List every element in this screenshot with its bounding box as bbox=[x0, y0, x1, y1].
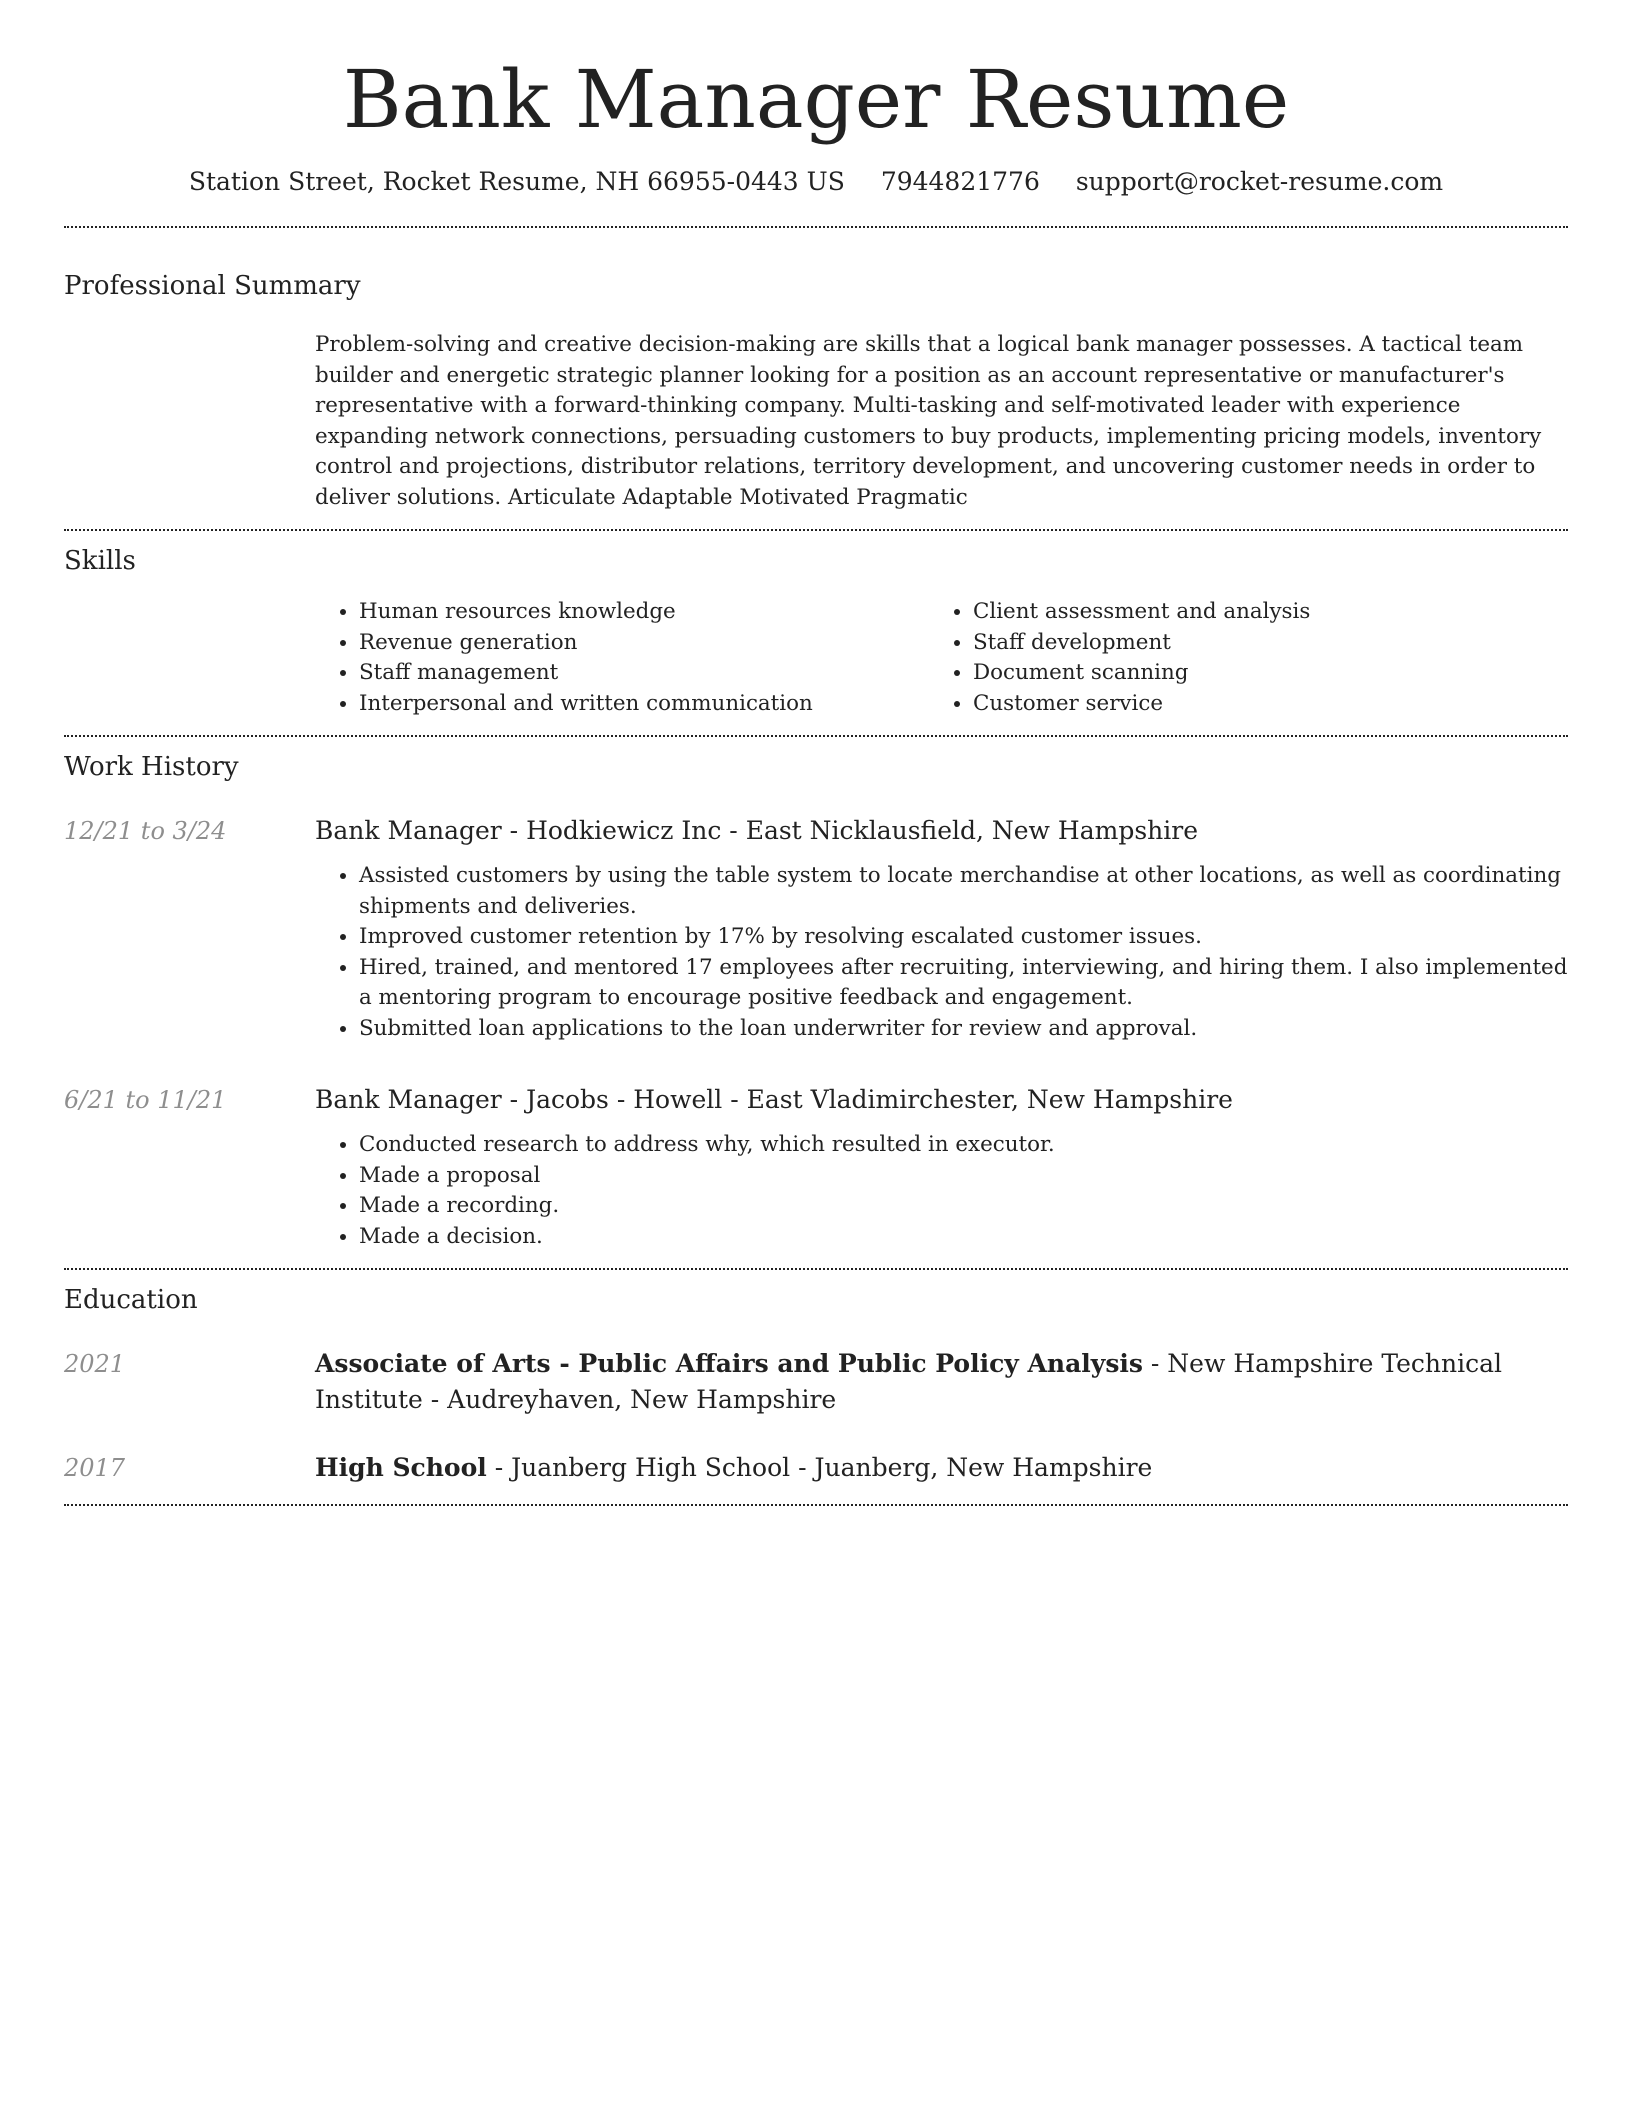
education-entry-heading bbox=[315, 1450, 1568, 1486]
skill-item: • Client assessment and analysis bbox=[973, 597, 1310, 628]
work-entry-title: Bank Manager - Jacobs - Howell - East Vladimirchester, New Hampshire bbox=[315, 1085, 1233, 1114]
skill-item: • Staff management bbox=[359, 658, 929, 689]
skills-list bbox=[315, 597, 1568, 719]
education-degree: Associate of Arts - Public Affairs and Public Policy Analysis bbox=[315, 1349, 1143, 1378]
education-entry-body bbox=[315, 1450, 1568, 1486]
education-entry bbox=[64, 1450, 1568, 1486]
divider bbox=[64, 529, 1568, 531]
divider bbox=[64, 1268, 1568, 1270]
section-title-work-history: Work History bbox=[64, 752, 239, 782]
divider bbox=[64, 1504, 1568, 1506]
skill-item: • Revenue generation bbox=[359, 628, 929, 659]
education-entry-heading bbox=[315, 1346, 1568, 1418]
skill-item: • Human resources knowledge bbox=[359, 597, 929, 628]
section-title-education: Education bbox=[64, 1285, 198, 1315]
work-bullet: • Submitted loan applications to the loan underwriter for review and approval. bbox=[359, 1014, 1568, 1045]
page-title: Bank Manager Resume bbox=[342, 53, 1290, 146]
skills-column-1 bbox=[315, 597, 929, 719]
skill-item: • Document scanning bbox=[973, 658, 1310, 689]
work-entry-body bbox=[315, 1082, 1568, 1252]
resume-page bbox=[64, 0, 1568, 1506]
work-history-list bbox=[64, 813, 1568, 1252]
contact-address: Station Street, Rocket Resume, NH 66955-0443 US bbox=[188, 167, 845, 196]
work-bullet: • Hired, trained, and mentored 17 employees after recruiting, interviewing, and hiring them. I also implemented a mentoring program to encourage positive feedback and engagement. bbox=[359, 953, 1568, 1014]
work-entry-bullets bbox=[315, 1130, 1568, 1252]
section-title-skills: Skills bbox=[64, 546, 136, 576]
work-entry-date: 12/21 to 3/24 bbox=[64, 817, 227, 845]
skill-item: • Customer service bbox=[973, 689, 1310, 720]
education-entry bbox=[64, 1346, 1568, 1418]
education-entry-date: 2017 bbox=[64, 1454, 126, 1482]
divider bbox=[64, 226, 1568, 228]
skill-item: • Interpersonal and written communication bbox=[359, 689, 929, 720]
work-entry bbox=[64, 813, 1568, 1044]
work-entry-title: Bank Manager - Hodkiewicz Inc - East Nicklausfield, New Hampshire bbox=[315, 816, 1198, 845]
divider bbox=[64, 735, 1568, 737]
work-bullet: • Made a decision. bbox=[359, 1222, 1568, 1253]
contact-email: support@rocket-resume.com bbox=[1075, 167, 1444, 196]
education-list bbox=[64, 1346, 1568, 1486]
work-entry-body bbox=[315, 813, 1568, 1044]
contact-line bbox=[64, 164, 1568, 200]
education-school-location: - New Hampshire Technical Institute - Audreyhaven, New Hampshire bbox=[315, 1349, 1502, 1414]
work-bullet: • Assisted customers by using the table system to locate merchandise at other locations, as well as coordinating shipments and deliveries. bbox=[359, 861, 1568, 922]
contact-phone: 7944821776 bbox=[880, 167, 1040, 196]
section-title-summary: Professional Summary bbox=[64, 271, 361, 301]
work-bullet: • Improved customer retention by 17% by resolving escalated customer issues. bbox=[359, 922, 1568, 953]
summary-text: Problem-solving and creative decision-making are skills that a logical bank manager possesses. A tactical team builder and energetic strategic planner looking for a position as an account representative or manufacturer's representative with a forward-thinking company. Multi-tasking and self-motivated leader with experience expanding network connections, persuading customers to buy products, implementing pricing models, inventory control and projections, distributor relations, territory development, and uncovering customer needs in order to deliver solutions. Articulate Adaptable Motivated Pragmatic bbox=[315, 332, 1542, 510]
education-entry-date: 2021 bbox=[64, 1350, 126, 1378]
work-bullet: • Conducted research to address why, which resulted in executor. bbox=[359, 1130, 1568, 1161]
work-entry-date: 6/21 to 11/21 bbox=[64, 1086, 227, 1114]
work-bullet: • Made a recording. bbox=[359, 1191, 1568, 1222]
education-entry-body bbox=[315, 1346, 1568, 1418]
work-bullet: • Made a proposal bbox=[359, 1161, 1568, 1192]
work-entry-bullets bbox=[315, 861, 1568, 1044]
skill-item: • Staff development bbox=[973, 628, 1310, 659]
skills-column-2 bbox=[929, 597, 1310, 719]
education-degree: High School bbox=[315, 1453, 487, 1482]
education-school-location: - Juanberg High School - Juanberg, New Hampshire bbox=[486, 1453, 1153, 1482]
work-entry bbox=[64, 1082, 1568, 1252]
